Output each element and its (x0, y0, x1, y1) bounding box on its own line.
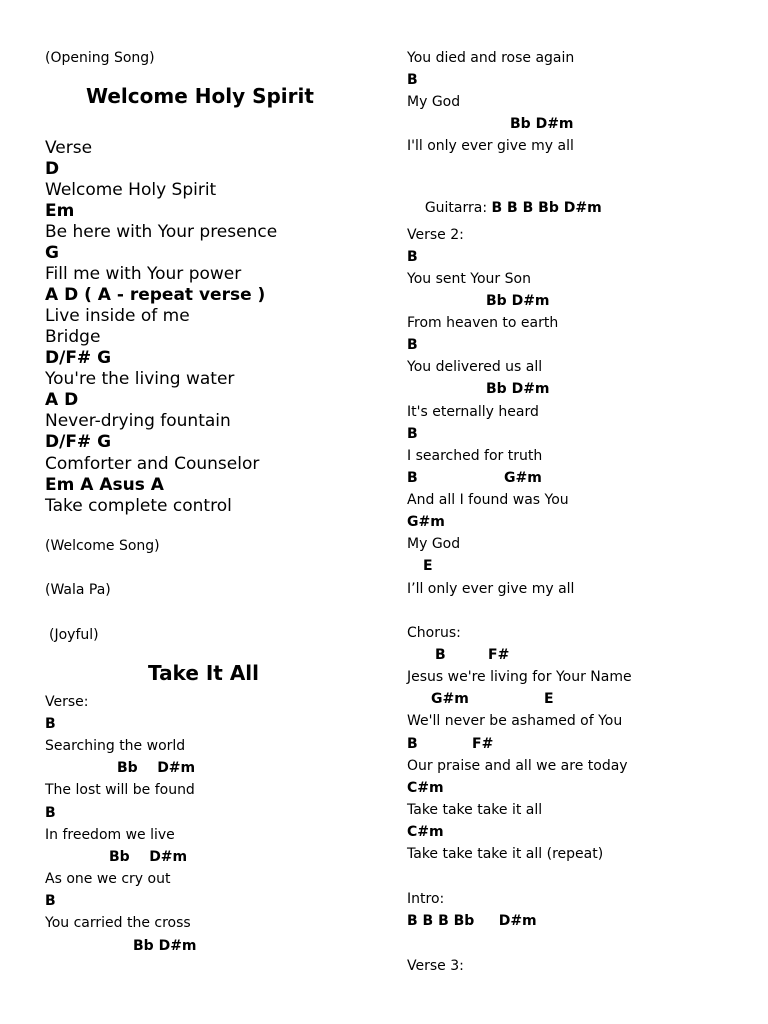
chord-line: Bb D#m (510, 116, 574, 132)
chord-line: B (45, 893, 56, 909)
chord-line: Bb D#m (133, 938, 197, 954)
lyric-line: My God (407, 94, 461, 110)
section-label-verse-2: Verse 2: (407, 227, 464, 243)
lyric-line: We'll never be ashamed of You (407, 713, 623, 729)
section-label-intro: Intro: (407, 891, 445, 907)
chord-line: D (45, 159, 60, 179)
chord-line: Bb D#m (117, 760, 196, 776)
lyric-line: Comforter and Counselor (45, 454, 260, 474)
lyric-line: Our praise and all we are today (407, 758, 628, 774)
lyric-line: Take complete control (45, 496, 232, 516)
lyric-line: And all I found was You (407, 492, 569, 508)
chord-line: Bb D#m (486, 381, 550, 397)
chord-line: D/F# G (45, 432, 112, 452)
chord-line: G#m (407, 514, 445, 530)
chord-line: Em (45, 201, 75, 221)
chord-line: F# (488, 647, 510, 663)
section-label-verse: Verse (45, 138, 93, 158)
lyric-line: You died and rose again (407, 50, 575, 66)
chord-line: B (435, 647, 446, 663)
lyric-line: I’ll only ever give my all (407, 581, 575, 597)
song-title-take-it-all: Take It All (148, 661, 260, 685)
lyric-line: It's eternally heard (407, 404, 539, 420)
lyric-line: The lost will be found (45, 782, 195, 798)
chord-line: C#m (407, 824, 444, 840)
opening-song-label: (Opening Song) (45, 50, 155, 66)
lyric-line: Take take take it all (repeat) (407, 846, 604, 862)
chord-line: C#m (407, 780, 444, 796)
chord-line: G#m (504, 470, 542, 486)
song-title-welcome-holy-spirit: Welcome Holy Spirit (86, 84, 314, 108)
lyric-line: As one we cry out (45, 871, 171, 887)
lyric-line: My God (407, 536, 461, 552)
joyful-label: (Joyful) (49, 627, 99, 643)
section-label-bridge: Bridge (45, 327, 101, 347)
chord-line: F# (472, 736, 494, 752)
chord-line: Em A Asus A (45, 475, 164, 495)
lyric-line: You sent Your Son (407, 271, 531, 287)
welcome-song-label: (Welcome Song) (45, 538, 160, 554)
guitarra-label: Guitarra: (424, 200, 488, 216)
chord-line: B B B Bb D#m (407, 913, 537, 929)
lyric-line: Be here with Your presence (45, 222, 278, 242)
lyric-line: Searching the world (45, 738, 186, 754)
lyric-line: Live inside of me (45, 306, 190, 326)
chord-line: B (407, 72, 418, 88)
lyric-line: Welcome Holy Spirit (45, 180, 217, 200)
chord-line: A D (45, 390, 79, 410)
lyric-line: You carried the cross (45, 915, 191, 931)
chord-line: B (407, 736, 418, 752)
section-label-chorus: Chorus: (407, 625, 461, 641)
chord-line: G (45, 243, 59, 263)
chord-line: B (45, 805, 56, 821)
lyric-line: Take take take it all (407, 802, 543, 818)
chord-line: B (407, 470, 418, 486)
lyric-line: I'll only ever give my all (407, 138, 574, 154)
lyric-line: You delivered us all (407, 359, 543, 375)
chord-line: B (407, 426, 418, 442)
chord-line: G#m (431, 691, 469, 707)
lyric-line: In freedom we live (45, 827, 175, 843)
guitarra-chords: B B B Bb D#m (491, 200, 602, 216)
lyric-line: Jesus we're living for Your Name (407, 669, 632, 685)
section-label-verse: Verse: (45, 694, 89, 710)
chord-line: B (407, 337, 418, 353)
section-label-verse-3: Verse 3: (407, 958, 464, 974)
chord-line: B (45, 716, 56, 732)
lyric-line: Never-drying fountain (45, 411, 231, 431)
chord-line: A D ( A - repeat verse ) (45, 285, 266, 305)
wala-pa-label: (Wala Pa) (45, 582, 111, 598)
lyric-line: You're the living water (45, 369, 235, 389)
chord-line: D/F# G (45, 348, 112, 368)
chord-line: E (544, 691, 554, 707)
chord-line: B (407, 249, 418, 265)
chord-line: Bb D#m (109, 849, 188, 865)
lyric-line: Fill me with Your power (45, 264, 242, 284)
lyric-line: I searched for truth (407, 448, 543, 464)
chord-line: Bb D#m (486, 293, 550, 309)
chord-line: E (423, 558, 433, 574)
lyric-line: From heaven to earth (407, 315, 559, 331)
